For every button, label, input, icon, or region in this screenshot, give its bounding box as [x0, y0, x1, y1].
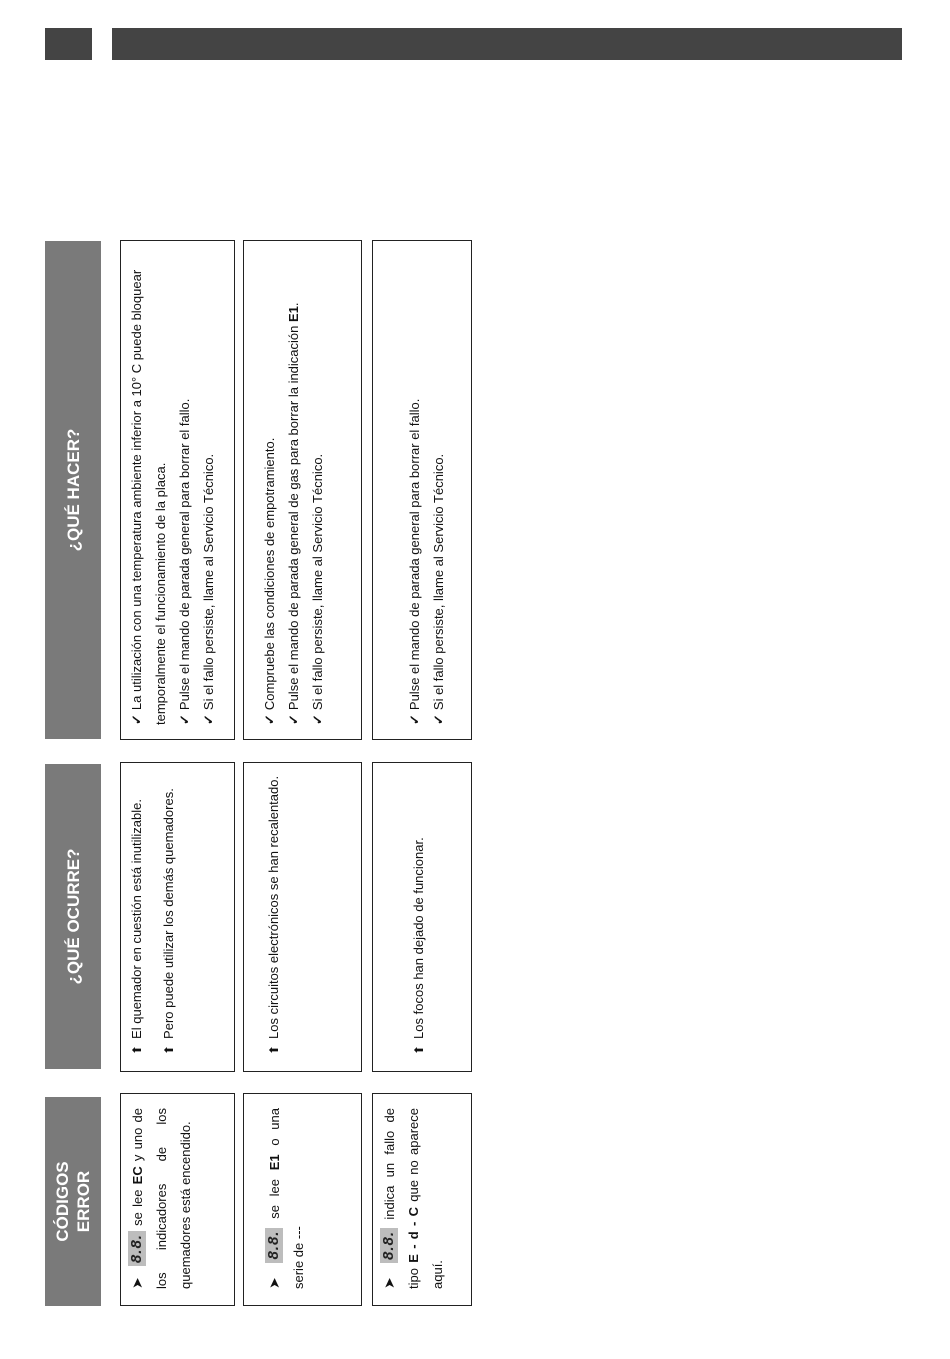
row3-code-value: E - d - C [406, 1206, 421, 1263]
row3-code-pre: indica un fallo de tipo [382, 1108, 421, 1289]
row2-hacer-item: ✓Compruebe las condiciones de empotramiento. [262, 437, 277, 725]
row3-hacer-cell [372, 240, 472, 740]
row1-hacer-cell [120, 240, 235, 740]
checkmark-icon: ✓ [129, 714, 144, 725]
up-arrow-icon: ⬆ [162, 1044, 176, 1055]
checkmark-icon: ✓ [201, 714, 216, 725]
header-que-hacer [45, 241, 101, 739]
row3-ocurre-cell [372, 762, 472, 1072]
header-bar-right [112, 28, 902, 60]
row2-hacer-item: ✓Si el fallo persiste, llame al Servicio Técnico. [310, 453, 325, 725]
header-que-ocurre [45, 764, 101, 1069]
display-digits-icon: 8.8. [380, 1228, 398, 1263]
row2-code-post: o una serie de --- [267, 1108, 306, 1289]
checkmark-icon: ✓ [177, 714, 192, 725]
header-ocurre-label: ¿QUÉ OCURRE? [63, 848, 83, 985]
header-hacer-label: ¿QUÉ HACER? [63, 428, 83, 552]
row2-ocurre-cell [243, 762, 362, 1072]
row2-hacer-bold-code: E1 [286, 306, 301, 322]
checkmark-icon: ✓ [431, 714, 446, 725]
header-codigos-error [45, 1097, 101, 1306]
display-digits-icon: 8.8. [128, 1231, 146, 1266]
row3-code-cell [372, 1093, 472, 1306]
checkmark-icon: ✓ [310, 714, 325, 725]
row3-hacer-item: ✓Si el fallo persiste, llame al Servicio Técnico. [431, 453, 446, 725]
checkmark-icon: ✓ [286, 714, 301, 725]
row2-ocurre-item: ⬆Los circuitos electrónicos se han recalentado. [266, 775, 281, 1055]
row1-code-pre: se lee [130, 1189, 145, 1226]
display-digits-icon: 8.8. [265, 1228, 283, 1263]
up-arrow-icon: ⬆ [130, 1044, 144, 1055]
row2-code-value: E1 [267, 1154, 282, 1171]
pointer-arrow-icon: ➤ [266, 1277, 282, 1289]
error-code-table [45, 240, 473, 1306]
row3-code-post: que no aparece aquí. [406, 1108, 445, 1289]
row1-ocurre-cell [120, 762, 235, 1072]
row1-code-value: EC [130, 1166, 145, 1185]
row1-ocurre-item: ⬆Pero puede utilizar los demás quemadores. [161, 788, 176, 1055]
row1-code-cell [120, 1093, 235, 1306]
up-arrow-icon: ⬆ [412, 1044, 426, 1055]
checkmark-icon: ✓ [407, 714, 422, 725]
row3-hacer-item: ✓Pulse el mando de parada general para borrar el fallo. [407, 398, 422, 725]
header-bar-left [45, 28, 92, 60]
row2-hacer-item: ✓Pulse el mando de parada general de gas para borrar la indicación E1. [286, 302, 301, 725]
row3-ocurre-item: ⬆Los focos han dejado de funcionar. [411, 837, 426, 1055]
row1-hacer-item: ✓La utilización con una temperatura ambiente inferior a 10° C puede bloquear temporalmente el funcionamiento de la placa. [129, 269, 168, 725]
row1-hacer-item: ✓Si el fallo persiste, llame al Servicio Técnico. [201, 453, 216, 725]
row1-code-post: y uno de los indicadores de los quemadores está encendido. [130, 1108, 193, 1289]
row1-hacer-item: ✓Pulse el mando de parada general para borrar el fallo. [177, 398, 192, 725]
up-arrow-icon: ⬆ [267, 1044, 281, 1055]
pointer-arrow-icon: ➤ [129, 1277, 145, 1289]
pointer-arrow-icon: ➤ [381, 1277, 397, 1289]
row2-code-pre: se lee [267, 1179, 282, 1219]
header-codigos-label: CÓDIGOS ERROR [53, 1161, 93, 1242]
row2-hacer-cell [243, 240, 362, 740]
row2-code-cell [243, 1093, 362, 1306]
checkmark-icon: ✓ [262, 714, 277, 725]
row1-ocurre-item: ⬆El quemador en cuestión está inutilizable. [129, 799, 144, 1055]
